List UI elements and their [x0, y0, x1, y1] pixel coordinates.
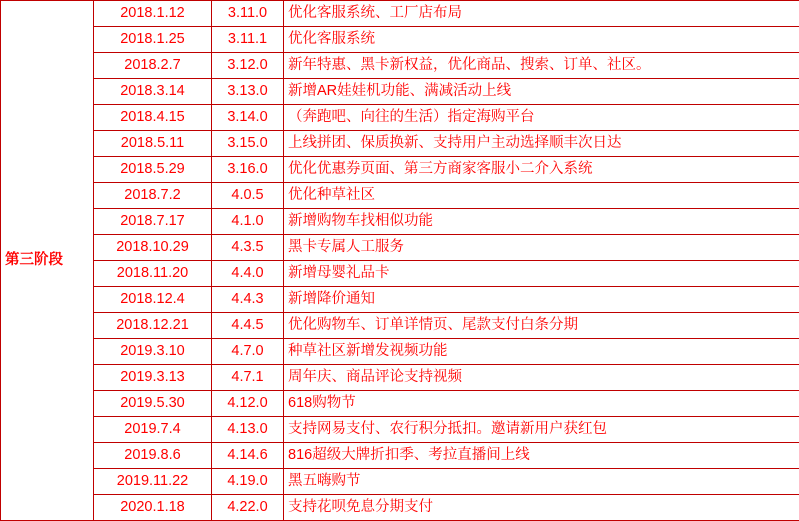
table-row — [1, 443, 799, 469]
version-number: 4.13.0 — [212, 417, 284, 443]
version-number: 3.11.0 — [212, 1, 284, 27]
version-number: 3.16.0 — [212, 157, 284, 183]
release-description: 新年特惠、黑卡新权益，优化商品、搜索、订单、社区。 — [284, 53, 799, 79]
table-row — [1, 495, 799, 521]
release-description: 种草社区新增发视频功能 — [284, 339, 799, 365]
table-row — [1, 157, 799, 183]
release-description: 优化购物车、订单详情页、尾款支付白条分期 — [284, 313, 799, 339]
version-number: 3.14.0 — [212, 105, 284, 131]
release-description: 618购物节 — [284, 391, 799, 417]
table-row — [1, 339, 799, 365]
table-row — [1, 209, 799, 235]
release-date: 2018.5.29 — [94, 157, 212, 183]
version-number: 4.4.3 — [212, 287, 284, 313]
release-date: 2018.4.15 — [94, 105, 212, 131]
table-row — [1, 53, 799, 79]
release-description: 新增母婴礼品卡 — [284, 261, 799, 287]
release-date: 2019.7.4 — [94, 417, 212, 443]
release-date: 2019.3.10 — [94, 339, 212, 365]
release-date: 2018.7.17 — [94, 209, 212, 235]
release-description: 周年庆、商品评论支持视频 — [284, 365, 799, 391]
table-row — [1, 417, 799, 443]
version-number: 3.15.0 — [212, 131, 284, 157]
version-number: 4.19.0 — [212, 469, 284, 495]
version-number: 4.7.1 — [212, 365, 284, 391]
table-row — [1, 287, 799, 313]
version-number: 4.4.0 — [212, 261, 284, 287]
version-number: 4.1.0 — [212, 209, 284, 235]
release-date: 2018.12.4 — [94, 287, 212, 313]
table-row — [1, 1, 799, 27]
version-number: 4.7.0 — [212, 339, 284, 365]
release-description: 优化优惠券页面、第三方商家客服小二介入系统 — [284, 157, 799, 183]
release-date: 2019.11.22 — [94, 469, 212, 495]
stage-label-cell: 第三阶段 — [1, 1, 94, 521]
release-description: 816超级大牌折扣季、考拉直播间上线 — [284, 443, 799, 469]
version-number: 4.0.5 — [212, 183, 284, 209]
release-date: 2018.1.12 — [94, 1, 212, 27]
release-description: 新增AR娃娃机功能、满减活动上线 — [284, 79, 799, 105]
table-body — [1, 1, 799, 521]
version-number: 4.4.5 — [212, 313, 284, 339]
table-row — [1, 469, 799, 495]
release-date: 2018.5.11 — [94, 131, 212, 157]
release-description: 优化客服系统 — [284, 27, 799, 53]
table-row — [1, 365, 799, 391]
table-row — [1, 131, 799, 157]
table-row — [1, 261, 799, 287]
release-date: 2019.8.6 — [94, 443, 212, 469]
release-date: 2018.10.29 — [94, 235, 212, 261]
release-description: 新增降价通知 — [284, 287, 799, 313]
table-row — [1, 79, 799, 105]
version-number: 3.11.1 — [212, 27, 284, 53]
release-description: 优化种草社区 — [284, 183, 799, 209]
release-date: 2018.3.14 — [94, 79, 212, 105]
version-number: 3.13.0 — [212, 79, 284, 105]
release-date: 2018.11.20 — [94, 261, 212, 287]
release-description: 上线拼团、保质换新、支持用户主动选择顺丰次日达 — [284, 131, 799, 157]
table-row — [1, 183, 799, 209]
version-number: 4.12.0 — [212, 391, 284, 417]
release-date: 2018.7.2 — [94, 183, 212, 209]
table-row — [1, 27, 799, 53]
release-date: 2018.12.21 — [94, 313, 212, 339]
table-row — [1, 391, 799, 417]
release-date: 2018.1.25 — [94, 27, 212, 53]
release-date: 2018.2.7 — [94, 53, 212, 79]
table-row — [1, 313, 799, 339]
release-description: 新增购物车找相似功能 — [284, 209, 799, 235]
version-number: 4.14.6 — [212, 443, 284, 469]
release-date: 2020.1.18 — [94, 495, 212, 521]
release-date: 2019.5.30 — [94, 391, 212, 417]
release-date: 2019.3.13 — [94, 365, 212, 391]
release-description: 黑五嗨购节 — [284, 469, 799, 495]
version-number: 3.12.0 — [212, 53, 284, 79]
version-number: 4.3.5 — [212, 235, 284, 261]
release-description: （奔跑吧、向往的生活）指定海购平台 — [284, 105, 799, 131]
release-description: 优化客服系统、工厂店布局 — [284, 1, 799, 27]
table-row — [1, 105, 799, 131]
release-description: 黑卡专属人工服务 — [284, 235, 799, 261]
version-number: 4.22.0 — [212, 495, 284, 521]
table-row — [1, 235, 799, 261]
release-description: 支持花呗免息分期支付 — [284, 495, 799, 521]
release-description: 支持网易支付、农行积分抵扣。邀请新用户获红包 — [284, 417, 799, 443]
